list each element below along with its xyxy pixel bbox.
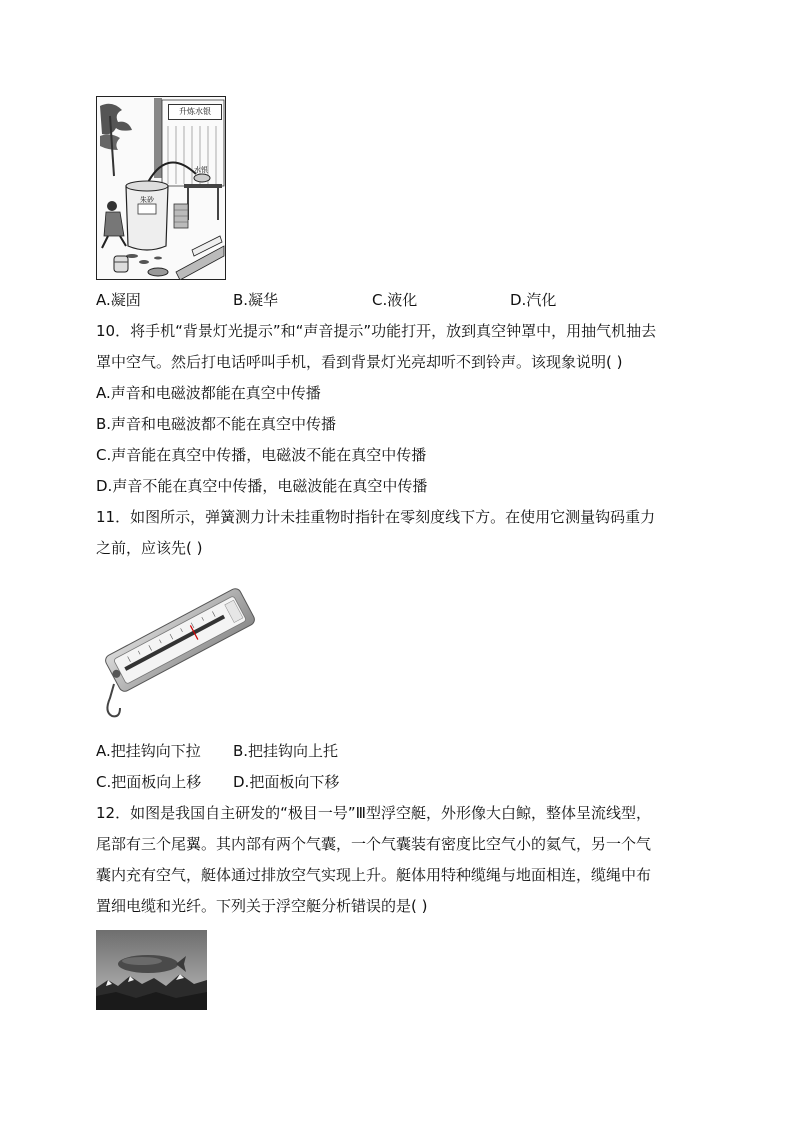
aerostat-drawing: [96, 930, 207, 1010]
q10-option-c[interactable]: C.声音能在真空中传播，电磁波不能在真空中传播: [96, 446, 427, 464]
q10-option-b[interactable]: B.声音和电磁波都不能在真空中传播: [96, 415, 337, 433]
q10-stem-line2: 罩中空气。然后打电话呼叫手机，看到背景灯光亮却听不到铃声。该现象说明( ): [96, 353, 623, 371]
q11-stem-line1: 11．如图所示，弹簧测力计未挂重物时指针在零刻度线下方。在使用它测量钩码重力: [96, 508, 656, 526]
q9-option-a[interactable]: A.凝固: [96, 291, 141, 309]
aerostat-photo: [96, 930, 207, 1010]
q10-option-a[interactable]: A.声音和电磁波都能在真空中传播: [96, 384, 321, 402]
spring-scale-drawing: [96, 574, 260, 724]
q12-stem-line3: 囊内充有空气，艇体通过排放空气实现上升。艇体用特种缆绳与地面相连，缆绳中布: [96, 866, 652, 884]
q11-option-a[interactable]: A.把挂钩向下拉: [96, 742, 201, 760]
spring-scale-figure: [96, 574, 260, 724]
mercury-smelting-illustration: [96, 96, 226, 280]
q10-stem-line1: 10．将手机“背景灯光提示”和“声音提示”功能打开，放到真空钟罩中，用抽气机抽去: [96, 322, 657, 340]
mercury-smelting-drawing: [96, 96, 226, 280]
illustration-title-sign: 升炼水银: [168, 104, 222, 120]
q10-option-d[interactable]: D.声音不能在真空中传播，电磁波能在真空中传播: [96, 477, 428, 495]
q11-option-c[interactable]: C.把面板向上移: [96, 773, 202, 791]
label-mercury: 水银: [194, 166, 208, 174]
q12-stem-line1: 12．如图是我国自主研发的“极目一号”Ⅲ型浮空艇，外形像大白鲸，整体呈流线型，: [96, 804, 651, 822]
q9-option-d[interactable]: D.汽化: [510, 291, 557, 309]
q9-option-c[interactable]: C.液化: [372, 291, 418, 309]
q11-option-d[interactable]: D.把面板向下移: [233, 773, 340, 791]
label-cinnabar: 朱砂: [140, 196, 154, 204]
q11-option-b[interactable]: B.把挂钩向上托: [233, 742, 339, 760]
q12-stem-line2: 尾部有三个尾翼。其内部有两个气囊，一个气囊装有密度比空气小的氦气，另一个气: [96, 835, 652, 853]
q12-stem-line4: 置细电缆和光纤。下列关于浮空艇分析错误的是( ): [96, 897, 428, 915]
q11-stem-line2: 之前，应该先( ): [96, 539, 203, 557]
q9-option-b[interactable]: B.凝华: [233, 291, 279, 309]
